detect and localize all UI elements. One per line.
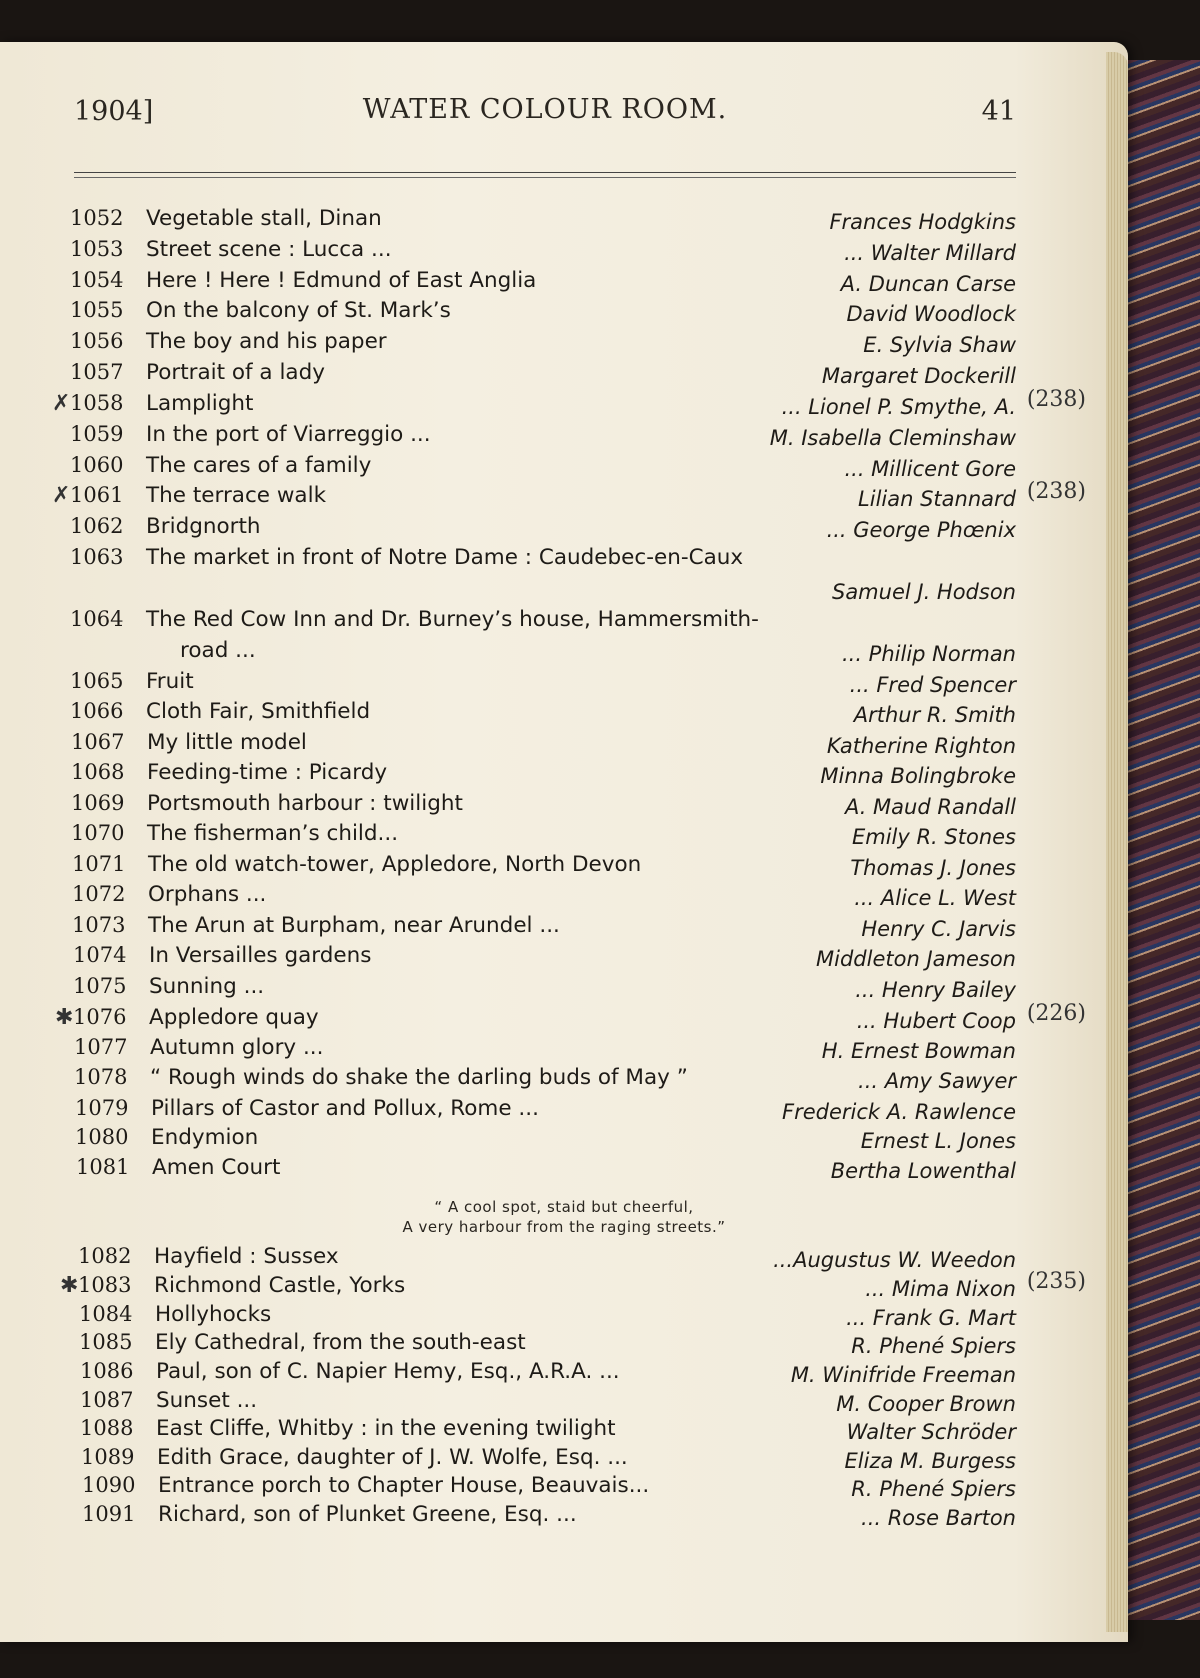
catalogue-entry	[70, 607, 1020, 635]
header-rule-thin	[74, 177, 1016, 178]
catalogue-entry	[70, 268, 1020, 296]
entry-title: Edith Grace, daughter of J. W. Wolfe, Esq. ...	[157, 1445, 628, 1470]
entry-artist: ... Henry Bailey	[855, 978, 1016, 1002]
entry-artist: M. Isabella Cleminshaw	[769, 426, 1016, 450]
entry-artist: ... Alice L. West	[854, 886, 1016, 910]
entry-artist: ... Lionel P. Smythe, A.	[781, 395, 1016, 419]
entry-number: 1053	[70, 237, 124, 261]
entry-artist: H. Ernest Bowman	[821, 1039, 1016, 1063]
catalogue-entry	[80, 1359, 1020, 1387]
entry-number: 1062	[70, 514, 124, 538]
entry-artist: ... Fred Spencer	[849, 673, 1016, 697]
catalogue-entry	[71, 730, 1020, 758]
catalogue-entry	[70, 669, 1020, 697]
entry-number: 1088	[80, 1416, 134, 1440]
entry-number: 1061	[70, 483, 124, 507]
handwritten-note: (226)	[1026, 1001, 1086, 1026]
entry-artist: E. Sylvia Shaw	[863, 333, 1016, 357]
entry-title: Ely Cathedral, from the south-east	[155, 1330, 526, 1355]
entry-title: Lamplight	[146, 391, 254, 416]
entry-title: On the balcony of St. Mark’s	[146, 298, 451, 323]
entry-title: Cloth Fair, Smithfield	[146, 699, 371, 724]
handwritten-mark-icon: ✱	[55, 1005, 74, 1030]
entry-title: The boy and his paper	[146, 329, 387, 354]
catalogue-entry	[70, 453, 1020, 481]
entry-title: Feeding-time : Picardy	[147, 760, 388, 785]
quote-line-1: “ A cool spot, staid but cheerful,	[434, 1198, 694, 1216]
entry-number: 1081	[76, 1155, 130, 1179]
entry-title: “ Rough winds do shake the darling buds of May ”	[150, 1065, 688, 1090]
entry-title: The old watch-tower, Appledore, North Devon	[148, 852, 642, 877]
entry-number: 1072	[72, 882, 126, 906]
entry-number: 1073	[72, 913, 126, 937]
entry-artist: David Woodlock	[846, 302, 1016, 326]
catalogue-entry	[72, 882, 1020, 910]
catalogue-entry	[70, 360, 1020, 388]
entry-artist: ...Augustus W. Weedon	[773, 1248, 1016, 1272]
entry-title: Richmond Castle, Yorks	[154, 1273, 406, 1298]
entry-artist: ... Hubert Coop	[856, 1009, 1016, 1033]
entry-number: 1077	[74, 1035, 128, 1059]
catalogue-entry	[70, 514, 1020, 542]
entry-title: Sunning ...	[149, 974, 265, 999]
catalogue-entry	[71, 791, 1020, 819]
catalogue-entry	[60, 1269, 1086, 1301]
entry-artist: R. Phené Spiers	[851, 1477, 1016, 1501]
catalogue-entry	[82, 1502, 1020, 1530]
handwritten-mark-icon: ✱	[60, 1273, 79, 1298]
entry-title: In Versailles gardens	[149, 943, 372, 968]
entry-number: 1080	[75, 1125, 129, 1149]
entry-artist: Samuel J. Hodson	[831, 580, 1016, 604]
entry-title: In the port of Viarreggio ...	[146, 422, 431, 447]
entry-title: Autumn glory ...	[150, 1035, 324, 1060]
entry-artist: Minna Bolingbroke	[820, 764, 1016, 788]
entry-title: The fisherman’s child...	[147, 821, 399, 846]
entry-number: 1082	[78, 1244, 132, 1268]
entry-artist: Margaret Dockerill	[821, 364, 1016, 388]
catalogue-entry	[55, 1001, 1086, 1033]
entry-artist: Ernest L. Jones	[860, 1129, 1016, 1153]
entry-title: Fruit	[146, 669, 194, 694]
entry-number: 1074	[73, 943, 127, 967]
entry-number: 1083	[78, 1273, 132, 1297]
entry-title: Entrance porch to Chapter House, Beauvais...	[158, 1473, 650, 1498]
entry-number: 1087	[80, 1388, 134, 1412]
catalogue-entry	[80, 1416, 1020, 1444]
entry-number: 1052	[70, 206, 124, 230]
page-edge	[1106, 52, 1128, 1632]
entry-title: Amen Court	[152, 1155, 281, 1180]
header-year: 1904]	[74, 96, 154, 127]
entry-artist: Frances Hodgkins	[829, 210, 1016, 234]
entry-artist: Frederick A. Rawlence	[781, 1100, 1016, 1124]
entry-number: 1075	[73, 974, 127, 998]
entry-artist: ... George Phœnix	[826, 518, 1016, 542]
handwritten-note: (235)	[1026, 1269, 1086, 1294]
entry-artist: ... Rose Barton	[861, 1506, 1016, 1530]
catalogue-entry	[52, 479, 1086, 511]
entry-number: 1067	[71, 730, 125, 754]
entry-artist: R. Phené Spiers	[851, 1334, 1016, 1358]
page-number: 41	[981, 96, 1016, 127]
entry-artist: Eliza M. Burgess	[844, 1449, 1016, 1473]
entry-number: 1064	[70, 607, 124, 631]
catalogue-entry	[70, 576, 1020, 604]
catalogue-entry	[70, 206, 1020, 234]
catalogue-entry	[74, 1065, 1020, 1093]
catalogue-entry	[72, 913, 1020, 941]
entry-number: 1058	[70, 391, 124, 415]
entry-title: road ...	[180, 638, 256, 663]
catalogue-entry	[80, 1388, 1020, 1416]
entry-number: 1086	[80, 1359, 134, 1383]
handwritten-mark-icon: ✗	[52, 483, 71, 508]
header-title: WATER COLOUR ROOM.	[362, 94, 728, 125]
catalogue-entry	[71, 760, 1020, 788]
catalogue-entry	[73, 943, 1020, 971]
catalogue-entry	[70, 699, 1020, 727]
entry-title: The Red Cow Inn and Dr. Burney’s house, Hammersmith-	[146, 607, 759, 632]
entry-artist: ... Millicent Gore	[844, 457, 1016, 481]
entry-title: Vegetable stall, Dinan	[146, 206, 382, 231]
entry-title: The terrace walk	[146, 483, 327, 508]
entry-artist: ... Walter Millard	[844, 241, 1016, 265]
entry-title: Sunset ...	[156, 1388, 258, 1413]
entry-artist: Walter Schröder	[846, 1420, 1016, 1444]
entry-title: Bridgnorth	[146, 514, 261, 539]
header-rule	[74, 172, 1016, 173]
entry-title: Orphans ...	[148, 882, 267, 907]
catalogue-entry	[70, 298, 1020, 326]
entry-number: 1089	[81, 1445, 135, 1469]
entry-artist: A. Maud Randall	[844, 795, 1016, 819]
catalogue-entry	[79, 1302, 1020, 1330]
entry-artist: ... Philip Norman	[841, 642, 1016, 666]
entry-artist: ... Amy Sawyer	[858, 1069, 1016, 1093]
entry-title: The market in front of Notre Dame : Caudebec-en-Caux	[146, 545, 744, 570]
entry-title: My little model	[147, 730, 307, 755]
entry-title: Appledore quay	[149, 1005, 319, 1030]
catalogue-entry	[81, 1445, 1020, 1473]
entry-number: 1070	[71, 821, 125, 845]
entry-number: 1079	[75, 1096, 129, 1120]
entry-number: 1091	[82, 1502, 136, 1526]
entry-artist: A. Duncan Carse	[840, 272, 1016, 296]
catalogue-entry	[70, 237, 1020, 265]
entry-number: 1076	[73, 1005, 127, 1029]
entry-artist: ... Mima Nixon	[865, 1277, 1016, 1301]
catalogue-entry	[72, 852, 1020, 880]
catalogue-entry	[71, 821, 1020, 849]
entry-artist: Katherine Righton	[826, 734, 1016, 758]
entry-artist: Middleton Jameson	[816, 947, 1016, 971]
entry-artist: Henry C. Jarvis	[861, 917, 1016, 941]
entry-number: 1059	[70, 422, 124, 446]
catalogue-entry	[78, 1244, 1020, 1272]
entry-number: 1071	[72, 852, 126, 876]
entry-artist: M. Cooper Brown	[836, 1392, 1016, 1416]
catalogue-entry	[70, 329, 1020, 357]
entry-number: 1056	[70, 329, 124, 353]
catalogue-entry	[52, 387, 1086, 419]
entry-artist: Arthur R. Smith	[853, 703, 1016, 727]
page-header	[74, 96, 1016, 136]
entry-title: Portsmouth harbour : twilight	[147, 791, 463, 816]
handwritten-note: (238)	[1026, 479, 1086, 504]
entry-number: 1078	[74, 1065, 128, 1089]
entry-title: The Arun at Burpham, near Arundel ...	[148, 913, 560, 938]
catalogue-entry	[73, 974, 1020, 1002]
handwritten-mark-icon: ✗	[52, 391, 71, 416]
entry-number: 1054	[70, 268, 124, 292]
catalogue-entry	[74, 1035, 1020, 1063]
entry-artist: Emily R. Stones	[851, 825, 1016, 849]
catalogue-entry	[79, 1330, 1020, 1358]
entry-number: 1090	[82, 1473, 136, 1497]
handwritten-note: (238)	[1026, 387, 1086, 412]
entry-number: 1063	[70, 545, 124, 569]
entry-artist: M. Winifride Freeman	[790, 1363, 1016, 1387]
catalogue-entry	[82, 1473, 1020, 1501]
catalogue-entry	[75, 1096, 1020, 1124]
entry-number: 1055	[70, 298, 124, 322]
catalogue-entry	[70, 545, 1020, 573]
catalogue-entry	[76, 1155, 1020, 1183]
entry-title: Endymion	[151, 1125, 259, 1150]
entry-artist: Thomas J. Jones	[850, 856, 1016, 880]
entry-title: Pillars of Castor and Pollux, Rome ...	[151, 1096, 539, 1121]
entry-artist: Lilian Stannard	[858, 487, 1016, 511]
entry-artist: ... Frank G. Mart	[846, 1306, 1016, 1330]
entry-title: Richard, son of Plunket Greene, Esq. ...	[158, 1502, 577, 1527]
entry-number: 1084	[79, 1302, 133, 1326]
catalogue-entry	[75, 1125, 1020, 1153]
entry-title: East Cliffe, Whitby : in the evening twilight	[156, 1416, 616, 1441]
entry-artist: Bertha Lowenthal	[830, 1159, 1016, 1183]
entry-title: The cares of a family	[146, 453, 372, 478]
entry-title: Street scene : Lucca ...	[146, 237, 392, 262]
quote-line-2: A very harbour from the raging streets.”	[402, 1218, 726, 1236]
entry-number: 1060	[70, 453, 124, 477]
entry-number: 1068	[71, 760, 125, 784]
entry-title: Portrait of a lady	[146, 360, 325, 385]
entry-number: 1057	[70, 360, 124, 384]
catalogue-entry	[70, 422, 1020, 450]
catalogue-entry	[70, 638, 1020, 666]
entry-number: 1065	[70, 669, 124, 693]
entry-title: Hayfield : Sussex	[154, 1244, 339, 1269]
entry-number: 1085	[79, 1330, 133, 1354]
entry-title: Hollyhocks	[155, 1302, 272, 1327]
entry-title: Paul, son of C. Napier Hemy, Esq., A.R.A. ...	[156, 1359, 620, 1384]
entry-number: 1066	[70, 699, 124, 723]
entry-title: Here ! Here ! Edmund of East Anglia	[146, 268, 537, 293]
entry-number: 1069	[71, 791, 125, 815]
